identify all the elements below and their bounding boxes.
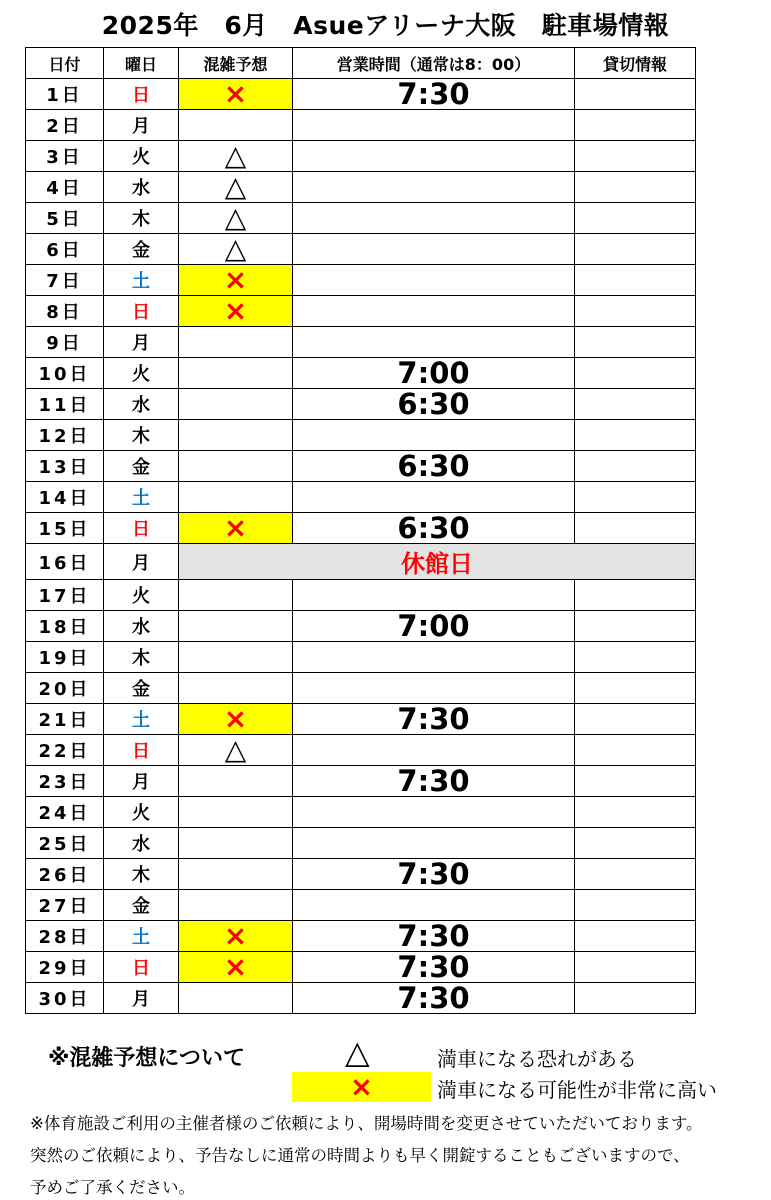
congestion-warning-cell: △: [179, 172, 293, 203]
weekday-cell: 月: [104, 110, 179, 141]
weekday-cell: 日: [104, 952, 179, 983]
table-row: [26, 673, 696, 704]
opening-time-cell: [293, 673, 575, 704]
page-title: 2025年 6月 Asueアリーナ大阪 駐車場情報: [101, 11, 670, 40]
legend-cross-text: 満車になる可能性が非常に高い: [437, 1078, 717, 1102]
weekday-cell: 金: [104, 234, 179, 265]
weekday-cell: 金: [104, 673, 179, 704]
closed-day-cell: 休館日: [179, 544, 696, 580]
table-row: [26, 79, 696, 110]
date-cell: 2日: [26, 110, 104, 141]
table-row: [26, 172, 696, 203]
charter-info-cell: [575, 451, 696, 482]
charter-info-cell: [575, 203, 696, 234]
table-row: [26, 704, 696, 735]
date-cell: 26日: [26, 859, 104, 890]
date-cell: 18日: [26, 611, 104, 642]
congestion-cell: [179, 611, 293, 642]
date-cell: 19日: [26, 642, 104, 673]
congestion-warning-cell: △: [179, 234, 293, 265]
opening-time-cell: 7:30: [293, 704, 575, 735]
congestion-high-cell: ×: [179, 513, 293, 544]
charter-info-cell: [575, 110, 696, 141]
opening-time-cell: 7:00: [293, 611, 575, 642]
header-date: 日付: [26, 48, 104, 79]
opening-time-cell: [293, 482, 575, 513]
table-row: [26, 234, 696, 265]
opening-time-cell: [293, 203, 575, 234]
table-row: [26, 327, 696, 358]
weekday-cell: 火: [104, 358, 179, 389]
congestion-cell: [179, 389, 293, 420]
legend-triangle-text: 満車になる恐れがある: [437, 1047, 637, 1071]
table-row: [26, 735, 696, 766]
date-cell: 6日: [26, 234, 104, 265]
table-row: [26, 544, 696, 580]
header-congestion: 混雑予想: [179, 48, 293, 79]
date-cell: 7日: [26, 265, 104, 296]
date-cell: 27日: [26, 890, 104, 921]
weekday-cell: 木: [104, 859, 179, 890]
charter-info-cell: [575, 859, 696, 890]
opening-time-cell: 6:30: [293, 389, 575, 420]
congestion-cell: [179, 890, 293, 921]
table-row: [26, 265, 696, 296]
opening-time-cell: [293, 172, 575, 203]
weekday-cell: 木: [104, 420, 179, 451]
opening-time-cell: [293, 141, 575, 172]
congestion-high-cell: ×: [179, 952, 293, 983]
table-row: [26, 389, 696, 420]
table-row: [26, 580, 696, 611]
congestion-cell: [179, 983, 293, 1014]
table-row: [26, 203, 696, 234]
opening-time-cell: 7:30: [293, 859, 575, 890]
congestion-warning-cell: △: [179, 203, 293, 234]
charter-info-cell: [575, 141, 696, 172]
weekday-cell: 月: [104, 544, 179, 580]
table-header-row: [26, 48, 696, 79]
date-cell: 3日: [26, 141, 104, 172]
date-cell: 24日: [26, 797, 104, 828]
table-row: [26, 797, 696, 828]
congestion-cell: [179, 327, 293, 358]
opening-time-cell: [293, 234, 575, 265]
congestion-high-cell: ×: [179, 265, 293, 296]
date-cell: 14日: [26, 482, 104, 513]
opening-time-cell: [293, 296, 575, 327]
date-cell: 9日: [26, 327, 104, 358]
table-row: [26, 141, 696, 172]
weekday-cell: 火: [104, 580, 179, 611]
table-row: [26, 890, 696, 921]
opening-time-cell: [293, 265, 575, 296]
weekday-cell: 水: [104, 389, 179, 420]
date-cell: 10日: [26, 358, 104, 389]
opening-time-cell: [293, 420, 575, 451]
congestion-warning-cell: △: [179, 141, 293, 172]
date-cell: 30日: [26, 983, 104, 1014]
weekday-cell: 土: [104, 704, 179, 735]
table-body: [26, 79, 696, 1014]
opening-time-cell: [293, 580, 575, 611]
weekday-cell: 水: [104, 611, 179, 642]
weekday-cell: 火: [104, 797, 179, 828]
congestion-cell: [179, 451, 293, 482]
table-row: [26, 859, 696, 890]
charter-info-cell: [575, 704, 696, 735]
weekday-cell: 日: [104, 735, 179, 766]
opening-time-cell: 7:30: [293, 952, 575, 983]
table-row: [26, 642, 696, 673]
date-cell: 13日: [26, 451, 104, 482]
weekday-cell: 日: [104, 513, 179, 544]
weekday-cell: 日: [104, 296, 179, 327]
date-cell: 20日: [26, 673, 104, 704]
charter-info-cell: [575, 389, 696, 420]
date-cell: 21日: [26, 704, 104, 735]
congestion-high-cell: ×: [179, 921, 293, 952]
date-cell: 22日: [26, 735, 104, 766]
date-cell: 12日: [26, 420, 104, 451]
table-row: [26, 611, 696, 642]
opening-time-cell: 7:30: [293, 766, 575, 797]
congestion-cell: [179, 766, 293, 797]
congestion-cell: [179, 420, 293, 451]
date-cell: 25日: [26, 828, 104, 859]
charter-info-cell: [575, 327, 696, 358]
charter-info-cell: [575, 482, 696, 513]
weekday-cell: 土: [104, 482, 179, 513]
opening-time-cell: 7:30: [293, 79, 575, 110]
charter-info-cell: [575, 983, 696, 1014]
congestion-high-cell: ×: [179, 79, 293, 110]
weekday-cell: 日: [104, 79, 179, 110]
opening-time-cell: [293, 735, 575, 766]
congestion-cell: [179, 580, 293, 611]
parking-schedule-table: [25, 47, 696, 1014]
charter-info-cell: [575, 420, 696, 451]
congestion-cell: [179, 859, 293, 890]
note-line-1: ※体育施設ご利用の主催者様のご依頼により、開場時間を変更させていただいております。: [30, 1114, 703, 1133]
weekday-cell: 金: [104, 890, 179, 921]
table-row: [26, 766, 696, 797]
weekday-cell: 月: [104, 766, 179, 797]
header-day: 曜日: [104, 48, 179, 79]
charter-info-cell: [575, 234, 696, 265]
table-row: [26, 482, 696, 513]
date-cell: 15日: [26, 513, 104, 544]
table-row: [26, 952, 696, 983]
table-row: [26, 828, 696, 859]
congestion-cell: [179, 110, 293, 141]
table-row: [26, 110, 696, 141]
opening-time-cell: 7:30: [293, 983, 575, 1014]
charter-info-cell: [575, 673, 696, 704]
congestion-cell: [179, 482, 293, 513]
header-hours: 営業時間（通常は8：00）: [293, 48, 575, 79]
table-row: [26, 983, 696, 1014]
table-row: [26, 358, 696, 389]
charter-info-cell: [575, 296, 696, 327]
opening-time-cell: 6:30: [293, 513, 575, 544]
opening-time-cell: [293, 327, 575, 358]
date-cell: 16日: [26, 544, 104, 580]
congestion-cell: [179, 828, 293, 859]
weekday-cell: 金: [104, 451, 179, 482]
charter-info-cell: [575, 952, 696, 983]
table-row: [26, 420, 696, 451]
weekday-cell: 木: [104, 203, 179, 234]
note-line-3: 予めご了承ください。: [30, 1178, 195, 1197]
charter-info-cell: [575, 513, 696, 544]
date-cell: 28日: [26, 921, 104, 952]
charter-info-cell: [575, 735, 696, 766]
congestion-high-cell: ×: [179, 704, 293, 735]
charter-info-cell: [575, 358, 696, 389]
date-cell: 23日: [26, 766, 104, 797]
date-cell: 5日: [26, 203, 104, 234]
weekday-cell: 水: [104, 828, 179, 859]
opening-time-cell: [293, 110, 575, 141]
congestion-cell: [179, 673, 293, 704]
charter-info-cell: [575, 265, 696, 296]
charter-info-cell: [575, 172, 696, 203]
opening-time-cell: [293, 890, 575, 921]
charter-info-cell: [575, 580, 696, 611]
charter-info-cell: [575, 828, 696, 859]
date-cell: 17日: [26, 580, 104, 611]
table-row: [26, 921, 696, 952]
opening-time-cell: 7:00: [293, 358, 575, 389]
charter-info-cell: [575, 79, 696, 110]
opening-time-cell: 7:30: [293, 921, 575, 952]
cross-icon: ×: [292, 1072, 431, 1102]
date-cell: 11日: [26, 389, 104, 420]
charter-info-cell: [575, 766, 696, 797]
date-cell: 1日: [26, 79, 104, 110]
opening-time-cell: [293, 828, 575, 859]
header-charter: 貸切情報: [575, 48, 696, 79]
charter-info-cell: [575, 642, 696, 673]
opening-time-cell: [293, 642, 575, 673]
congestion-cell: [179, 797, 293, 828]
weekday-cell: 土: [104, 921, 179, 952]
weekday-cell: 土: [104, 265, 179, 296]
congestion-high-cell: ×: [179, 296, 293, 327]
congestion-cell: [179, 642, 293, 673]
table-row: [26, 451, 696, 482]
legend-title: ※混雑予想について: [48, 1046, 245, 1071]
congestion-warning-cell: △: [179, 735, 293, 766]
date-cell: 4日: [26, 172, 104, 203]
opening-time-cell: 6:30: [293, 451, 575, 482]
weekday-cell: 水: [104, 172, 179, 203]
weekday-cell: 月: [104, 327, 179, 358]
table-row: [26, 513, 696, 544]
date-cell: 8日: [26, 296, 104, 327]
triangle-icon: △: [345, 1033, 370, 1071]
charter-info-cell: [575, 611, 696, 642]
table-row: [26, 296, 696, 327]
opening-time-cell: [293, 797, 575, 828]
weekday-cell: 月: [104, 983, 179, 1014]
congestion-cell: [179, 358, 293, 389]
charter-info-cell: [575, 890, 696, 921]
weekday-cell: 木: [104, 642, 179, 673]
note-line-2: 突然のご依頼により、予告なしに通常の時間よりも早く開錠することもございますので、: [30, 1146, 690, 1165]
weekday-cell: 火: [104, 141, 179, 172]
date-cell: 29日: [26, 952, 104, 983]
charter-info-cell: [575, 797, 696, 828]
charter-info-cell: [575, 921, 696, 952]
